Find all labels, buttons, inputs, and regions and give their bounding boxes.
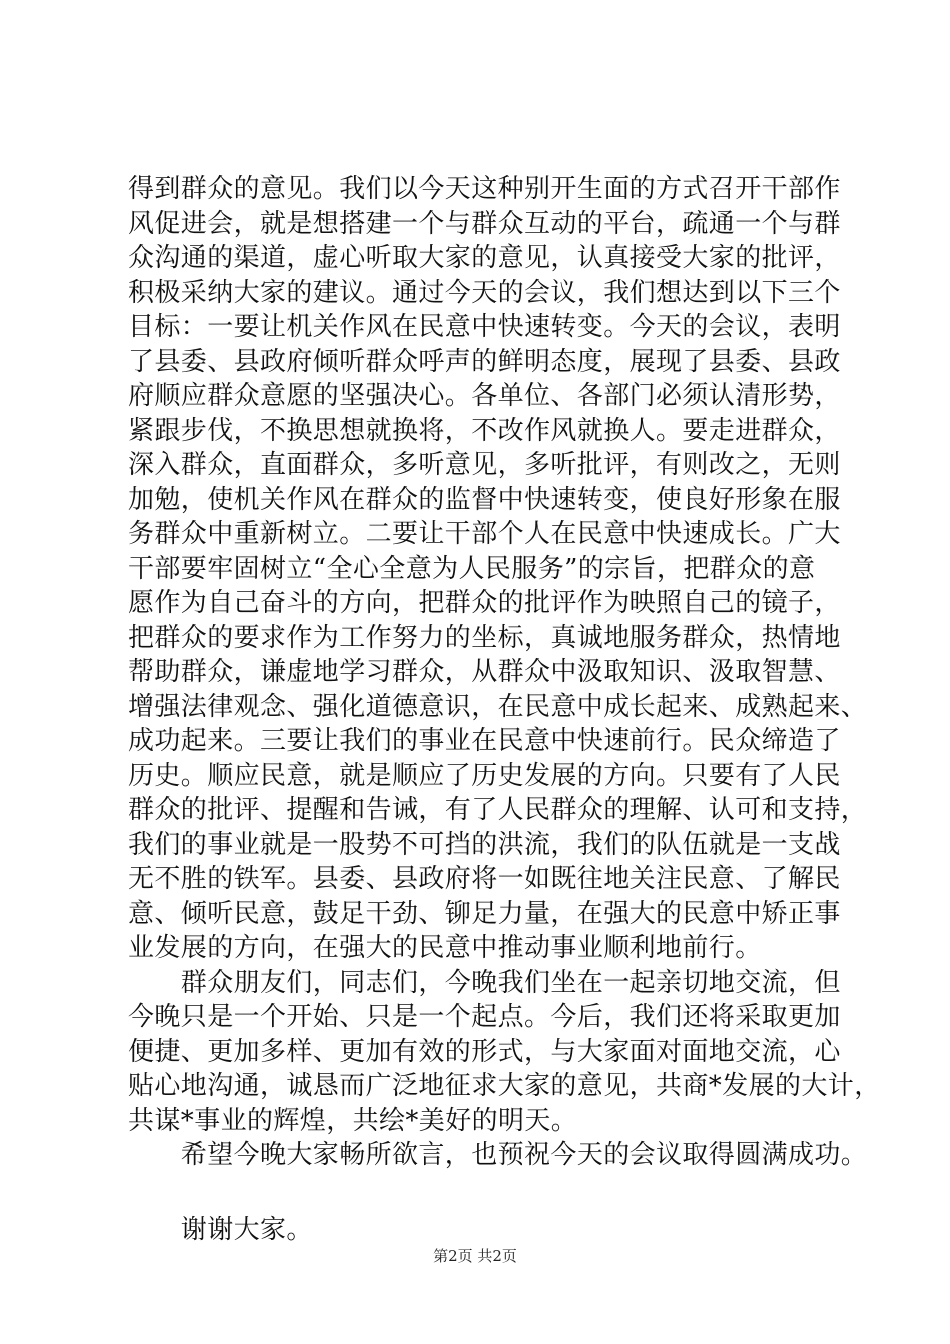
text-line: 了县委、县政府倾听群众呼声的鲜明态度，展现了县委、县政 [128,346,841,377]
text-line: 紧跟步伐，不换思想就换将，不改作风就换人。要走进群众， [128,415,841,446]
text-line: 群众朋友们，同志们，今晚我们坐在一起亲切地交流，但 [128,967,841,998]
text-line: 我们的事业就是一股势不可挡的洪流，我们的队伍就是一支战 [128,829,841,860]
page-number-footer: 第2页 共2页 [433,1247,517,1265]
text-line: 得到群众的意见。我们以今天这种别开生面的方式召开干部作 [128,174,841,204]
text-line: 把群众的要求作为工作努力的坐标，真诚地服务群众，热情地 [128,622,841,653]
text-line: 今晚只是一个开始、只是一个起点。今后，我们还将采取更加 [128,1002,841,1032]
text-line: 积极采纳大家的建议。通过今天的会议，我们想达到以下三个 [128,277,841,308]
document-body [128,172,881,1247]
closing-line: 谢谢大家。 [128,1214,313,1245]
paragraph-gap [128,1173,868,1213]
text-line: 众沟通的渠道，虚心听取大家的意见，认真接受大家的批评， [128,243,841,273]
text-line: 深入群众，直面群众，多听意见，多听批评，有则改之，无则 [128,450,841,480]
text-line: 务群众中重新树立。二要让干部个人在民意中快速成长。广大 [128,519,841,549]
text-line: 风促进会，就是想搭建一个与群众互动的平台，疏通一个与群 [128,208,841,239]
text-line: 成功起来。三要让我们的事业在民意中快速前行。民众缔造了 [128,726,841,756]
text-line: 增强法律观念、强化道德意识，在民意中成长起来、成熟起来、 [128,691,868,722]
text-line: 愿作为自己奋斗的方向，把群众的批评作为映照自己的镜子， [128,588,841,618]
text-line: 贴心地沟通，诚恳而广泛地征求大家的意见，共商*发展的大计， [128,1071,881,1101]
text-line: 无不胜的铁军。县委、县政府将一如既往地关注民意、了解民 [128,864,841,894]
text-line: 共谋*事业的辉煌，共绘*美好的明天。 [128,1105,578,1136]
text-line: 便捷、更加多样、更加有效的形式，与大家面对面地交流，心 [128,1036,841,1067]
text-line: 干部要牢固树立“全心全意为人民服务”的宗旨，把群众的意 [128,553,816,584]
text-line: 意、倾听民意，鼓足干劲、铆足力量，在强大的民意中矫正事 [128,898,841,929]
text-line: 帮助群众，谦虚地学习群众，从群众中汲取知识、汲取智慧、 [128,657,841,687]
text-line: 加勉，使机关作风在群众的监督中快速转变，使良好形象在服 [128,484,841,515]
text-line: 府顺应群众意愿的坚强决心。各单位、各部门必须认清形势， [128,381,841,411]
text-line: 群众的批评、提醒和告诫，有了人民群众的理解、认可和支持， [128,795,868,825]
text-line: 希望今晚大家畅所欲言，也预祝今天的会议取得圆满成功。 [128,1140,868,1170]
text-line: 目标：一要让机关作风在民意中快速转变。今天的会议，表明 [128,312,841,342]
text-line: 历史。顺应民意，就是顺应了历史发展的方向。只要有了人民 [128,760,841,791]
text-line: 业发展的方向，在强大的民意中推动事业顺利地前行。 [128,933,762,963]
